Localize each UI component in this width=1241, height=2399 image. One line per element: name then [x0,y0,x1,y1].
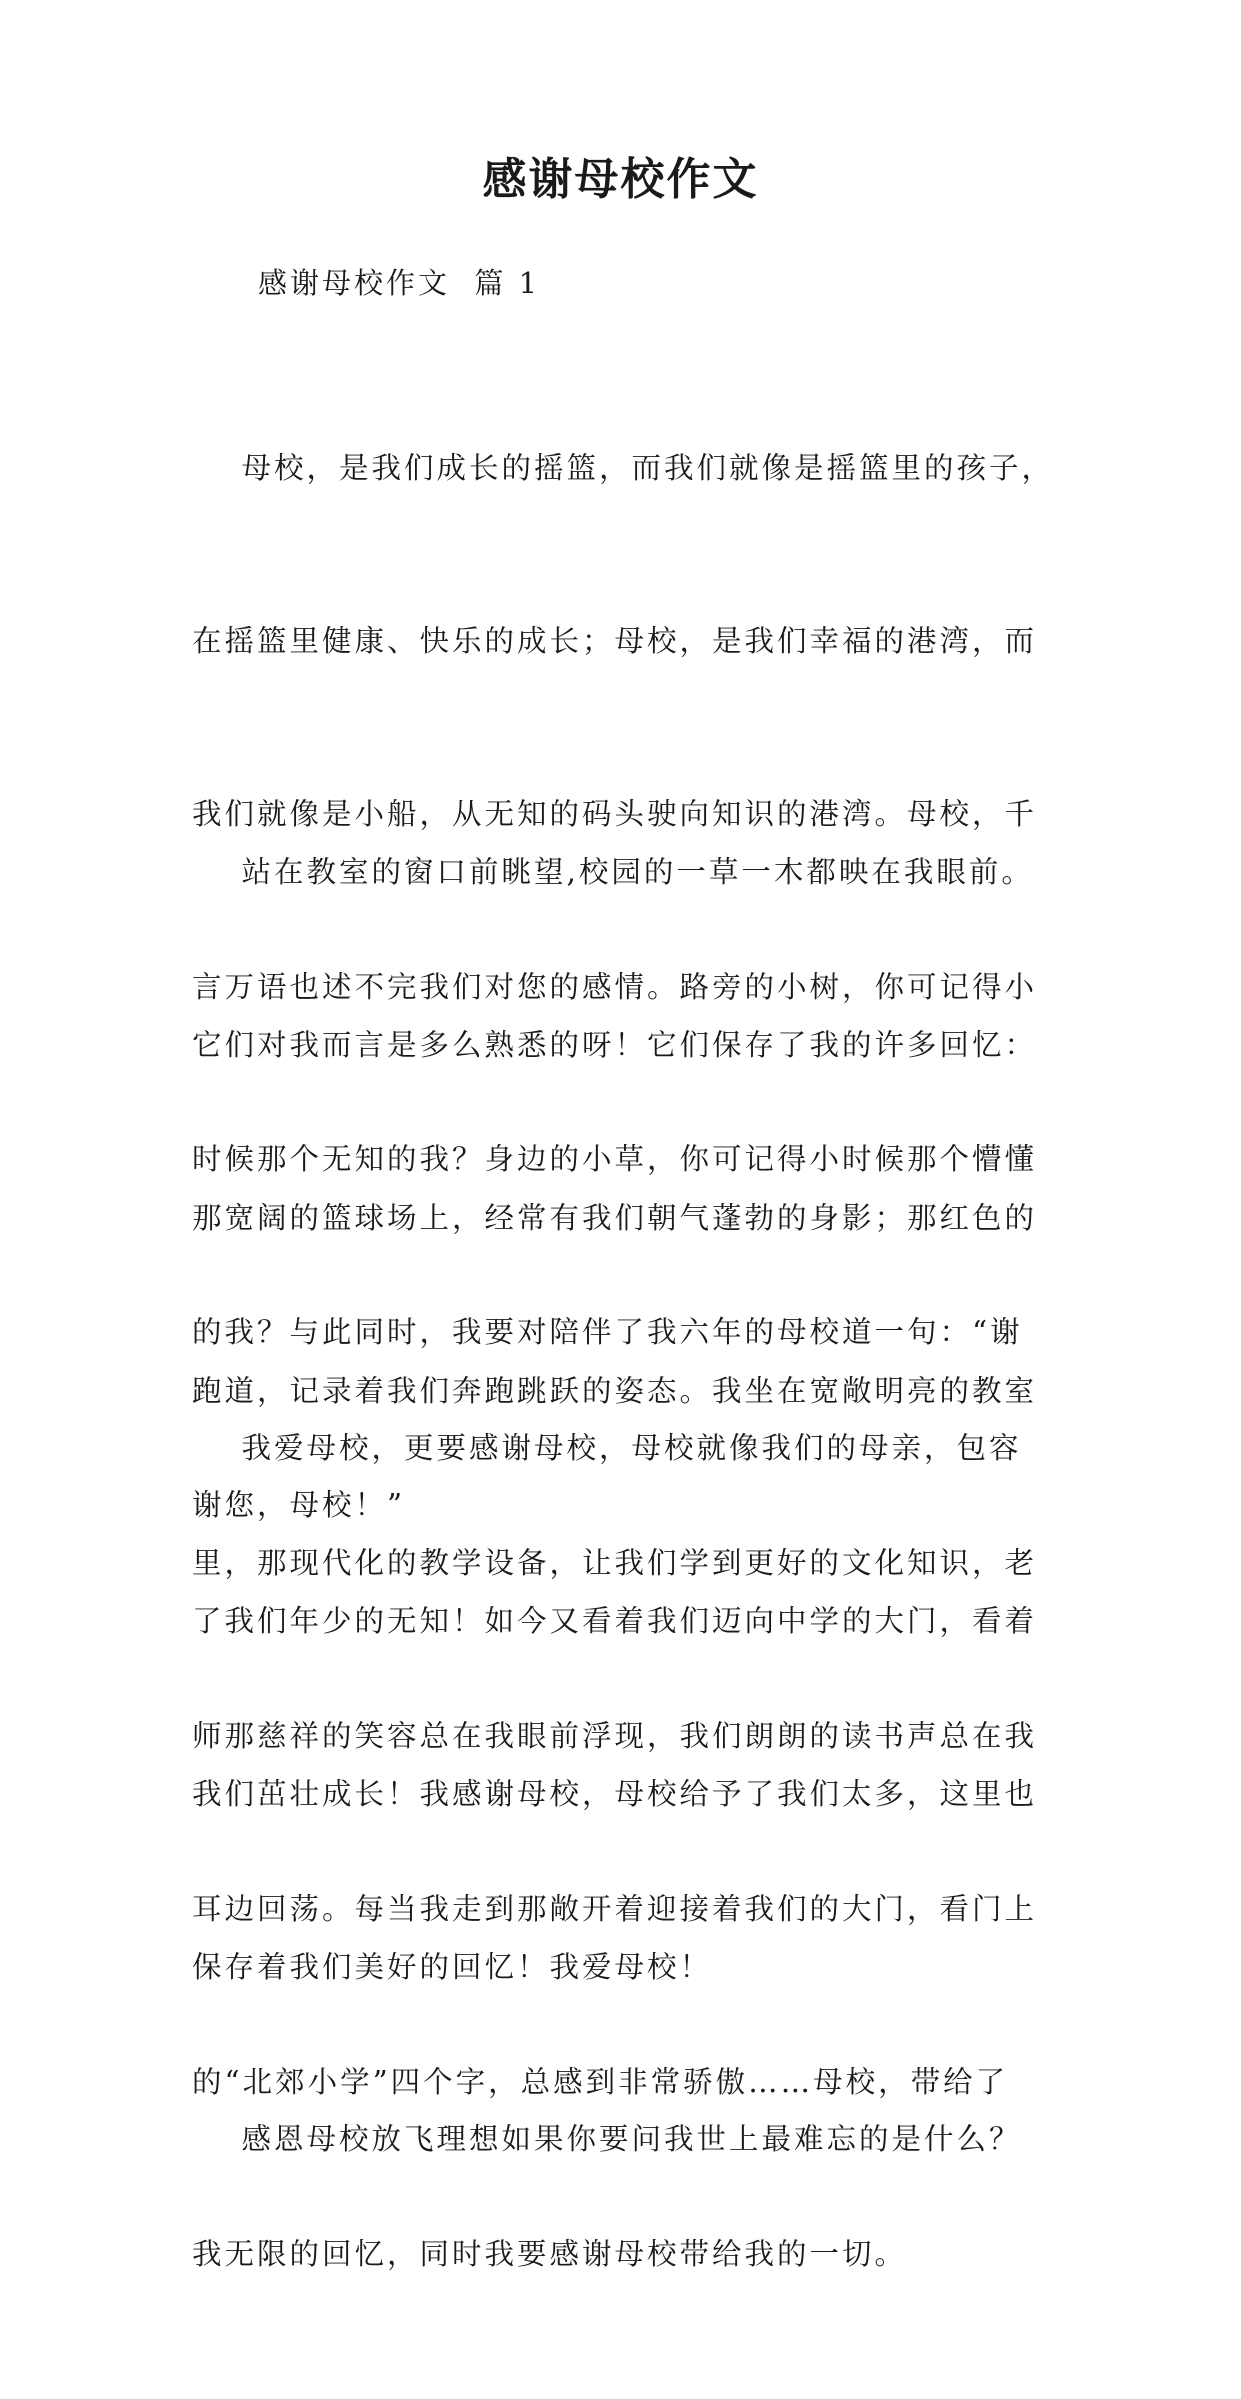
paragraph-line: 耳边回荡。每当我走到那敞开着迎接着我们的大门，看门上 [192,1891,1038,1926]
paragraph-line: 跑道，记录着我们奔跑跳跃的姿态。我坐在宽敞明亮的教室 [192,1373,1038,1408]
paragraph-line: 在摇篮里健康、快乐的成长；母校，是我们幸福的港湾，而 [192,623,1038,658]
paragraph-line: 的我？与此同时，我要对陪伴了我六年的母校道一句：“谢 [192,1315,1023,1350]
paragraph-line: 母校，是我们成长的摇篮，而我们就像是摇篮里的孩子， [192,451,1055,486]
paragraph-line: 时候那个无知的我？身边的小草，你可记得小时候那个懵懂 [192,1142,1038,1177]
paragraph-line: 了我们年少的无知！如今又看着我们迈向中学的大门，看着 [192,1603,1038,1638]
document-title: 感谢母校作文 [482,154,759,205]
paragraph-line: 保存着我们美好的回忆！我爱母校！ [192,1949,713,1984]
paragraph-line: 的“北郊小学”四个字，总感到非常骄傲……母校，带给了 [192,2064,1009,2099]
section-heading: 感谢母校作文 篇 1 [258,266,541,300]
paragraph-3 [192,1305,1052,2284]
paragraph-line: 我爱母校，更要感谢母校，母校就像我们的母亲，包容 [192,1431,1022,1466]
paragraph-line: 它们对我而言是多么熟悉的呀！它们保存了我的许多回忆： [192,1027,1038,1062]
paragraph-line: 我们茁壮成长！我感谢母校，母校给予了我们太多，这里也 [192,1776,1038,1811]
paragraph-line: 我们就像是小船，从无知的码头驶向知识的港湾。母校，千 [192,796,1038,831]
paragraph-line: 我无限的回忆，同时我要感谢母校带给我的一切。 [192,2237,908,2272]
paragraph-line: 感恩母校放飞理想如果你要问我世上最难忘的是什么？ [192,2122,1022,2157]
paragraph-line: 里，那现代化的教学设备，让我们学到更好的文化知识，老 [192,1546,1038,1581]
paragraph-line: 站在教室的窗口前眺望,校园的一草一木都映在我眼前。 [192,855,1034,890]
paragraph-line: 那宽阔的篮球场上，经常有我们朝气蓬勃的身影；那红色的 [192,1200,1038,1235]
paragraph-line: 言万语也述不完我们对您的感情。路旁的小树，你可记得小 [192,969,1038,1004]
paragraph-line: 谢您，母校！” [192,1487,406,1522]
paragraph-line: 师那慈祥的笑容总在我眼前浮现，我们朗朗的读书声总在我 [192,1719,1038,1754]
